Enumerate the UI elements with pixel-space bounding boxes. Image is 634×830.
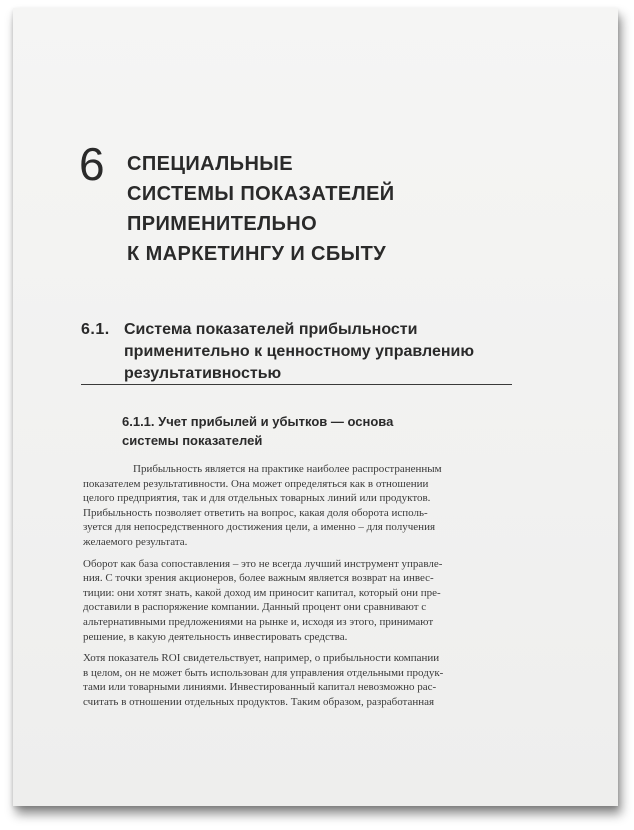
text-line: доставили в распоряжение компании. Данный процент они сравнивают с	[83, 601, 427, 614]
section-title-line: применительно к ценностному управлению	[124, 343, 475, 360]
text-line: тиции: они хотят знать, какой доход им приносит капитал, который они пре-	[83, 586, 441, 599]
book-page	[13, 8, 618, 806]
text-line: решение, в какую деятельность инвестировать средства.	[83, 630, 348, 643]
paragraph	[83, 462, 514, 550]
subsection-title-line: 6.1.1. Учет прибылей и убытков — основа	[122, 414, 394, 429]
section-number: 6.1.	[81, 321, 110, 338]
chapter-title-line: ПРИМЕНИТЕЛЬНО	[127, 213, 318, 235]
section-divider	[81, 384, 512, 385]
text-line: Прибыльность является на практике наиболее распространенным	[133, 463, 442, 475]
paragraph	[83, 651, 514, 709]
body-text	[83, 462, 514, 717]
text-line: зуется для непосредственного достижения цели, а именно – для получения	[83, 521, 436, 534]
section-title	[124, 319, 474, 385]
chapter-title-line: СПЕЦИАЛЬНЫЕ	[127, 153, 294, 175]
text-line: показателем результативности. Она может определяться как в отношении	[83, 477, 429, 490]
text-line: желаемого результата.	[83, 535, 188, 548]
text-line: ния. С точки зрения акционеров, более важным является возврат на инвес-	[83, 572, 434, 585]
text-line: Прибыльность позволяет ответить на вопрос, какая доля оборота исполь-	[83, 506, 428, 519]
text-line: целого предприятия, так и для отдельных товарных линий или продуктов.	[83, 492, 431, 505]
chapter-title-line: СИСТЕМЫ ПОКАЗАТЕЛЕЙ	[127, 183, 395, 205]
text-line: Оборот как база сопоставления – это не всегда лучший инструмент управле-	[83, 557, 443, 570]
chapter-title	[127, 149, 395, 269]
subsection-title	[122, 412, 393, 450]
text-line: в целом, он не может быть использован для управления отдельными продук-	[83, 666, 444, 679]
section-title-line: Система показателей прибыльности	[124, 321, 418, 338]
chapter-title-line: К МАРКЕТИНГУ И СБЫТУ	[127, 243, 387, 265]
chapter-number: 6	[79, 138, 105, 190]
text-line: считать в отношении отдельных продуктов. Таким образом, разработанная	[83, 695, 435, 708]
text-line: тами или товарными линиями. Инвестированный капитал невозможно рас-	[83, 681, 437, 694]
paragraph	[83, 557, 514, 645]
section-title-line: результативностью	[124, 365, 282, 382]
subsection-title-line: системы показателей	[122, 433, 263, 448]
text-line: Хотя показатель ROI свидетельствует, например, о прибыльности компании	[83, 652, 440, 665]
text-line: альтернативными предложениями на рынке и, исходя из этого, принимают	[83, 615, 434, 628]
